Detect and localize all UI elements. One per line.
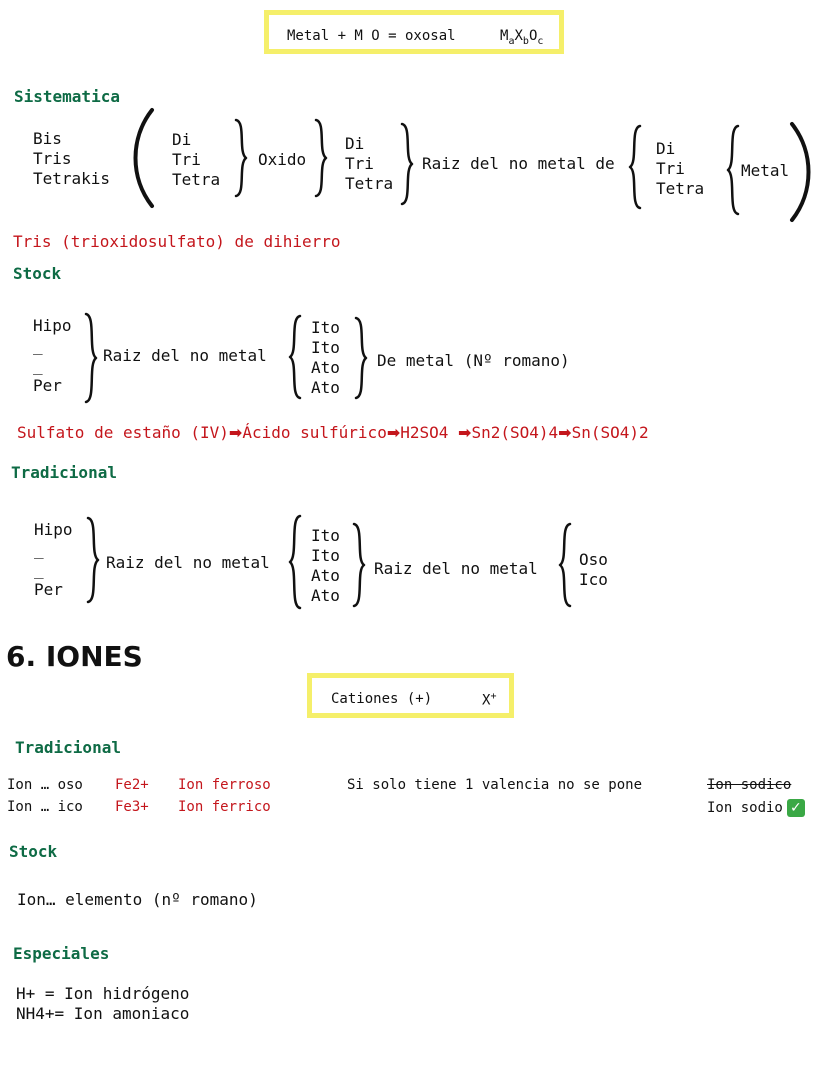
- ion-row-ion-2: Fe3+: [115, 799, 149, 815]
- ion-row-pattern-2: Ion … ico: [7, 799, 83, 815]
- tradicional-ending-list: Oso Ico: [579, 550, 608, 589]
- tradicional-suffix-list: Ito Ito Ato Ato: [311, 526, 340, 605]
- iones-tradicional-heading: Tradicional: [15, 738, 121, 757]
- ion-row-ion-1: Fe2+: [115, 777, 149, 793]
- ion-row-name-1: Ion ferroso: [178, 777, 271, 793]
- close-brace-trad-2: [350, 522, 370, 608]
- stock-suffix-list: Ito Ito Ato Ato: [311, 318, 340, 397]
- stock-heading: Stock: [13, 264, 62, 283]
- big-close-paren: [788, 122, 818, 222]
- valencia-note: Si solo tiene 1 valencia no se pone: [347, 777, 643, 793]
- stock-example: Sulfato de estaño (IV)➡Ácido sulfúrico➡H2SO4 ➡Sn2(SO4)4➡Sn(SO4)2: [17, 423, 649, 442]
- tradicional-heading: Tradicional: [11, 463, 117, 482]
- open-brace-1: [626, 124, 646, 210]
- especiales-list: [16, 984, 189, 1024]
- sistematica-example: Tris (trioxidosulfato) de dihierro: [13, 232, 341, 251]
- ion-row-name-2: Ion ferrico: [178, 799, 271, 815]
- tradicional-raiz-label-1: Raiz del no metal: [106, 553, 270, 572]
- close-brace-2: [312, 118, 332, 198]
- right-example: Ion sodio ✓: [707, 799, 805, 817]
- raiz-de-label: Raiz del no metal de: [422, 154, 615, 173]
- stock-raiz-label: Raiz del no metal: [103, 346, 267, 365]
- iones-stock-text: Ion… elemento (nº romano): [17, 890, 258, 909]
- cationes-symbol: X+: [482, 691, 497, 709]
- open-brace-stock-1: [286, 314, 306, 400]
- big-open-paren: [128, 108, 158, 208]
- especiales-line: H+ = Ion hidrógeno: [16, 984, 190, 1003]
- sistematica-heading: Sistematica: [14, 87, 120, 106]
- especiales-heading: Especiales: [13, 944, 110, 963]
- stock-prefix-list: Hipo _ _ Per: [33, 316, 72, 395]
- formula-symbols: $M_aX_bO_c$: [500, 28, 544, 47]
- close-brace-stock-2: [352, 316, 372, 400]
- formula-text: Metal + M O = oxosal: [287, 28, 456, 44]
- section-title: 6. IONES: [6, 640, 143, 673]
- close-brace-stock-1: [82, 312, 102, 404]
- ion-row-pattern-1: Ion … oso: [7, 777, 83, 793]
- open-brace-trad-2: [556, 522, 576, 608]
- metal-label: Metal: [741, 161, 790, 180]
- tradicional-raiz-label-2: Raiz del no metal: [374, 559, 538, 578]
- sistematica-prefix-list-2: Di Tri Tetra: [345, 134, 394, 193]
- close-brace-trad-1: [84, 516, 104, 604]
- tradicional-prefix-list: Hipo _ _ Per: [34, 520, 73, 599]
- sistematica-prefix-list-1: Di Tri Tetra: [172, 130, 221, 189]
- especiales-line: NH4+= Ion amoniaco: [16, 1004, 190, 1023]
- sistematica-prefix-list-3: Di Tri Tetra: [656, 139, 705, 198]
- open-brace-trad-1: [286, 514, 306, 610]
- close-brace-1: [232, 118, 252, 198]
- de-metal-label: De metal (Nº romano): [377, 351, 570, 370]
- iones-stock-heading: Stock: [9, 842, 58, 861]
- check-icon: ✓: [787, 799, 805, 817]
- oxido-label: Oxido: [258, 150, 307, 169]
- wrong-example: Ion sodico: [707, 777, 792, 793]
- cationes-label: Cationes (+): [331, 691, 433, 707]
- close-brace-3: [398, 122, 418, 206]
- sistematica-multiplier-list: Bis Tris Tetrakis: [33, 129, 111, 188]
